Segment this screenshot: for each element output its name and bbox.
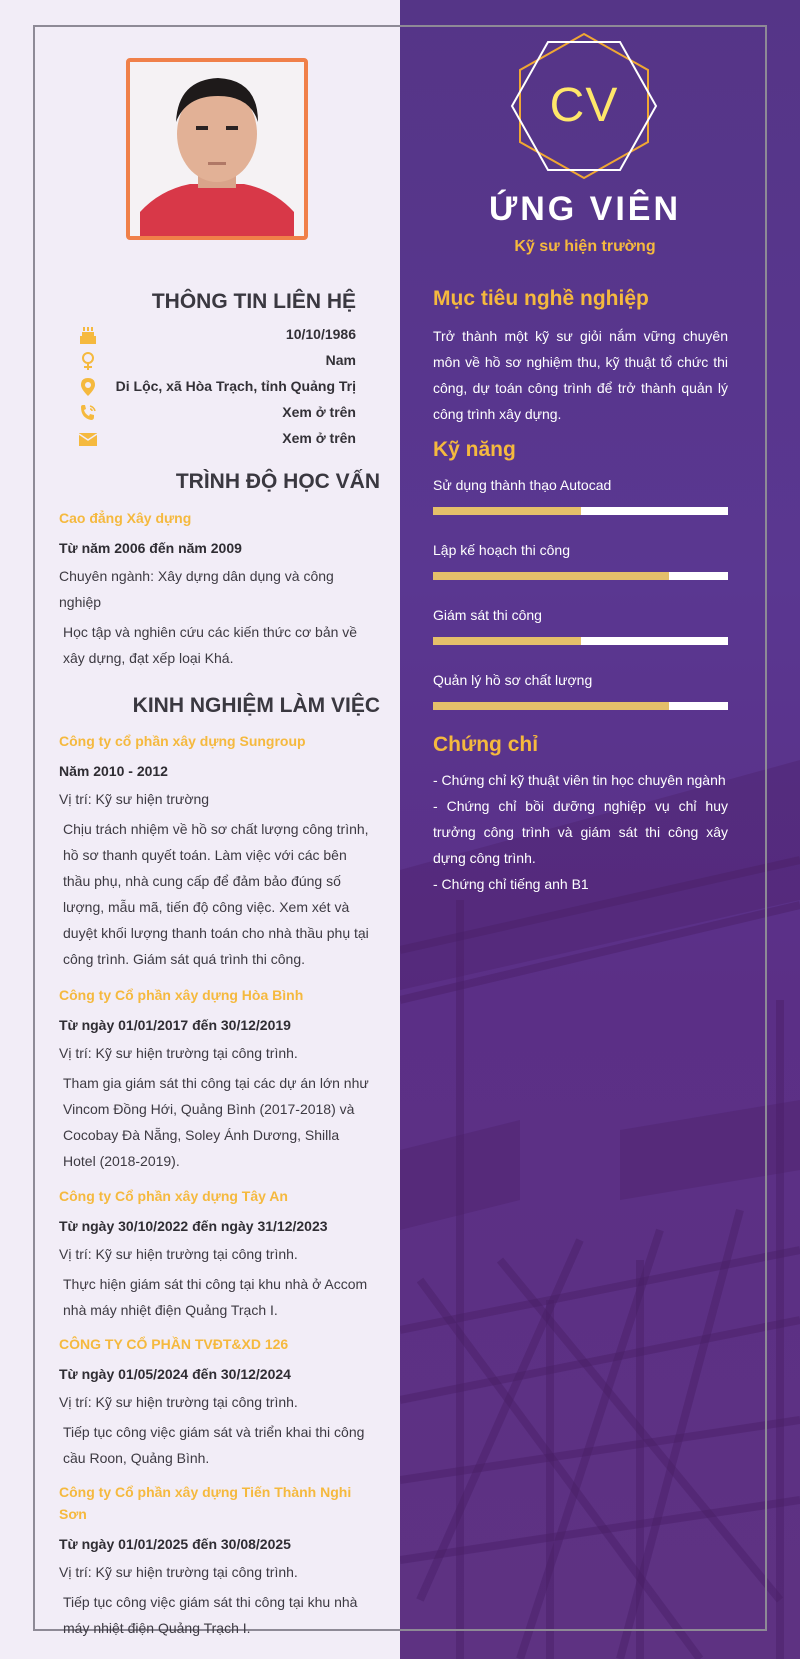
envelope-icon	[78, 429, 98, 449]
candidate-name: ỨNG VIÊN	[488, 190, 681, 228]
objective-heading: Mục tiêu nghề nghiệp	[433, 287, 649, 310]
address-value: Di Lộc, xã Hòa Trạch, tỉnh Quảng Trị	[115, 378, 356, 394]
skill-label: Giám sát thi công	[433, 607, 542, 623]
job-description: Thực hiện giám sát thi công tại khu nhà ở Accom nhà máy nhiệt điện Quảng Trạch I.	[63, 1276, 368, 1318]
job-description: Tiếp tục công việc giám sát và triển khai thi công cầu Roon, Quảng Bình.	[63, 1424, 365, 1466]
phone-value: Xem ở trên	[282, 404, 356, 420]
job-entry	[59, 730, 369, 972]
job-company: Công ty Cổ phần xây dựng Tiến Thành Nghi Sơn	[59, 1484, 352, 1522]
education-description: Học tập và nghiên cứu các kiến thức cơ bản về xây dựng, đạt xếp loại Khá.	[63, 624, 358, 666]
cv-logo-text: CV	[549, 79, 619, 132]
birthday-cake-icon	[78, 325, 98, 345]
objective-text: Trở thành một kỹ sư giỏi nắm vững chuyên môn về hồ sơ nghiệm thu, kỹ thuật tổ chức thi công, dự toán công trình để trở thành quản lý công trình xây dựng.	[433, 328, 728, 422]
skills-heading: Kỹ năng	[433, 438, 516, 461]
job-period: Từ ngày 01/01/2017 đến 30/12/2019	[59, 1017, 291, 1033]
job-period: Từ ngày 30/10/2022 đến ngày 31/12/2023	[59, 1218, 328, 1234]
candidate-title: Kỹ sư hiện trường	[514, 238, 656, 255]
job-position: Vị trí: Kỹ sư hiện trường	[59, 791, 210, 807]
job-description: Tiếp tục công việc giám sát thi công tại khu nhà máy nhiệt điện Quảng Trạch I.	[63, 1594, 358, 1636]
skill-bar	[433, 572, 728, 580]
skill-bar-fill	[433, 702, 669, 710]
job-company: Công ty Cổ phần xây dựng Hòa Bình	[59, 987, 304, 1003]
job-period: Năm 2010 - 2012	[59, 763, 168, 779]
contact-email-row	[70, 428, 356, 450]
education-entry	[59, 507, 369, 671]
phone-icon	[78, 403, 98, 423]
job-entry	[59, 1333, 369, 1471]
skill-label: Quản lý hồ sơ chất lượng	[433, 672, 593, 688]
job-position: Vị trí: Kỹ sư hiện trường tại công trình.	[59, 1045, 298, 1061]
contact-birthday-row	[70, 324, 356, 346]
skill-bar-fill	[433, 637, 581, 645]
skill-label: Lập kế hoạch thi công	[433, 542, 570, 558]
gender-value: Nam	[325, 352, 356, 368]
education-major: Chuyên ngành: Xây dựng dân dụng và công nghiệp	[59, 568, 334, 610]
candidate-photo	[126, 58, 308, 240]
skill-bar-fill	[433, 572, 669, 580]
certificate-item: - Chứng chỉ bồi dưỡng nghiệp vụ chỉ huy trưởng công trình và giám sát thi công xây dựng công trình.	[433, 798, 728, 866]
certificates-list	[433, 767, 728, 897]
skill-bar	[433, 702, 728, 710]
job-company: CÔNG TY CỔ PHẦN TVĐT&XD 126	[59, 1336, 289, 1352]
location-pin-icon	[78, 377, 98, 397]
experience-heading: KINH NGHIỆM LÀM VIỆC	[132, 694, 380, 717]
contact-heading: THÔNG TIN LIÊN HỆ	[151, 290, 356, 313]
job-company: Công ty Cổ phần xây dựng Tây An	[59, 1188, 288, 1204]
job-entry	[59, 1481, 369, 1641]
skill-bar	[433, 637, 728, 645]
contact-phone-row	[70, 402, 356, 424]
certificates-heading: Chứng chỉ	[433, 733, 539, 756]
job-entry	[59, 984, 369, 1174]
job-position: Vị trí: Kỹ sư hiện trường tại công trình.	[59, 1246, 298, 1262]
skill-bar-fill	[433, 507, 581, 515]
job-entry	[59, 1185, 369, 1323]
job-period: Từ ngày 01/01/2025 đến 30/08/2025	[59, 1536, 291, 1552]
job-period: Từ ngày 01/05/2024 đến 30/12/2024	[59, 1366, 291, 1382]
job-company: Công ty cổ phần xây dựng Sungroup	[59, 733, 306, 749]
email-value: Xem ở trên	[282, 430, 356, 446]
certificate-item: - Chứng chỉ kỹ thuật viên tin học chuyên ngành	[433, 772, 726, 788]
education-period: Từ năm 2006 đến năm 2009	[59, 540, 242, 556]
job-description: Tham gia giám sát thi công tại các dự án lớn như Vincom Đồng Hới, Quảng Bình (2017-2018) và Cocobay Đà Nẵng, Soley Ánh Dương, Shilla Hotel (2018-2019).	[63, 1075, 369, 1169]
job-position: Vị trí: Kỹ sư hiện trường tại công trình.	[59, 1394, 298, 1410]
birthday-value: 10/10/1986	[285, 326, 356, 342]
contact-address-row	[70, 376, 356, 398]
skill-label: Sử dụng thành thạo Autocad	[433, 477, 612, 493]
skill-bar	[433, 507, 728, 515]
education-heading: TRÌNH ĐỘ HỌC VẤN	[175, 470, 380, 493]
contact-gender-row	[70, 350, 356, 372]
certificate-item: - Chứng chỉ tiếng anh B1	[433, 876, 589, 892]
job-position: Vị trí: Kỹ sư hiện trường tại công trình.	[59, 1564, 298, 1580]
school-name: Cao đẳng Xây dựng	[59, 510, 192, 526]
portrait-image	[130, 62, 304, 236]
job-description: Chịu trách nhiệm về hồ sơ chất lượng công trình, hồ sơ thanh quyết toán. Làm việc với các bên thầu phụ, nhà cung cấp để đảm bảo đúng số lượng, mẫu mã, tiến độ công việc. Xem xét và duyệt khối lượng thanh toán cho nhà thầu phụ tại công trình. Giám sát quá trình thi công.	[63, 821, 369, 967]
gender-icon	[78, 351, 98, 371]
